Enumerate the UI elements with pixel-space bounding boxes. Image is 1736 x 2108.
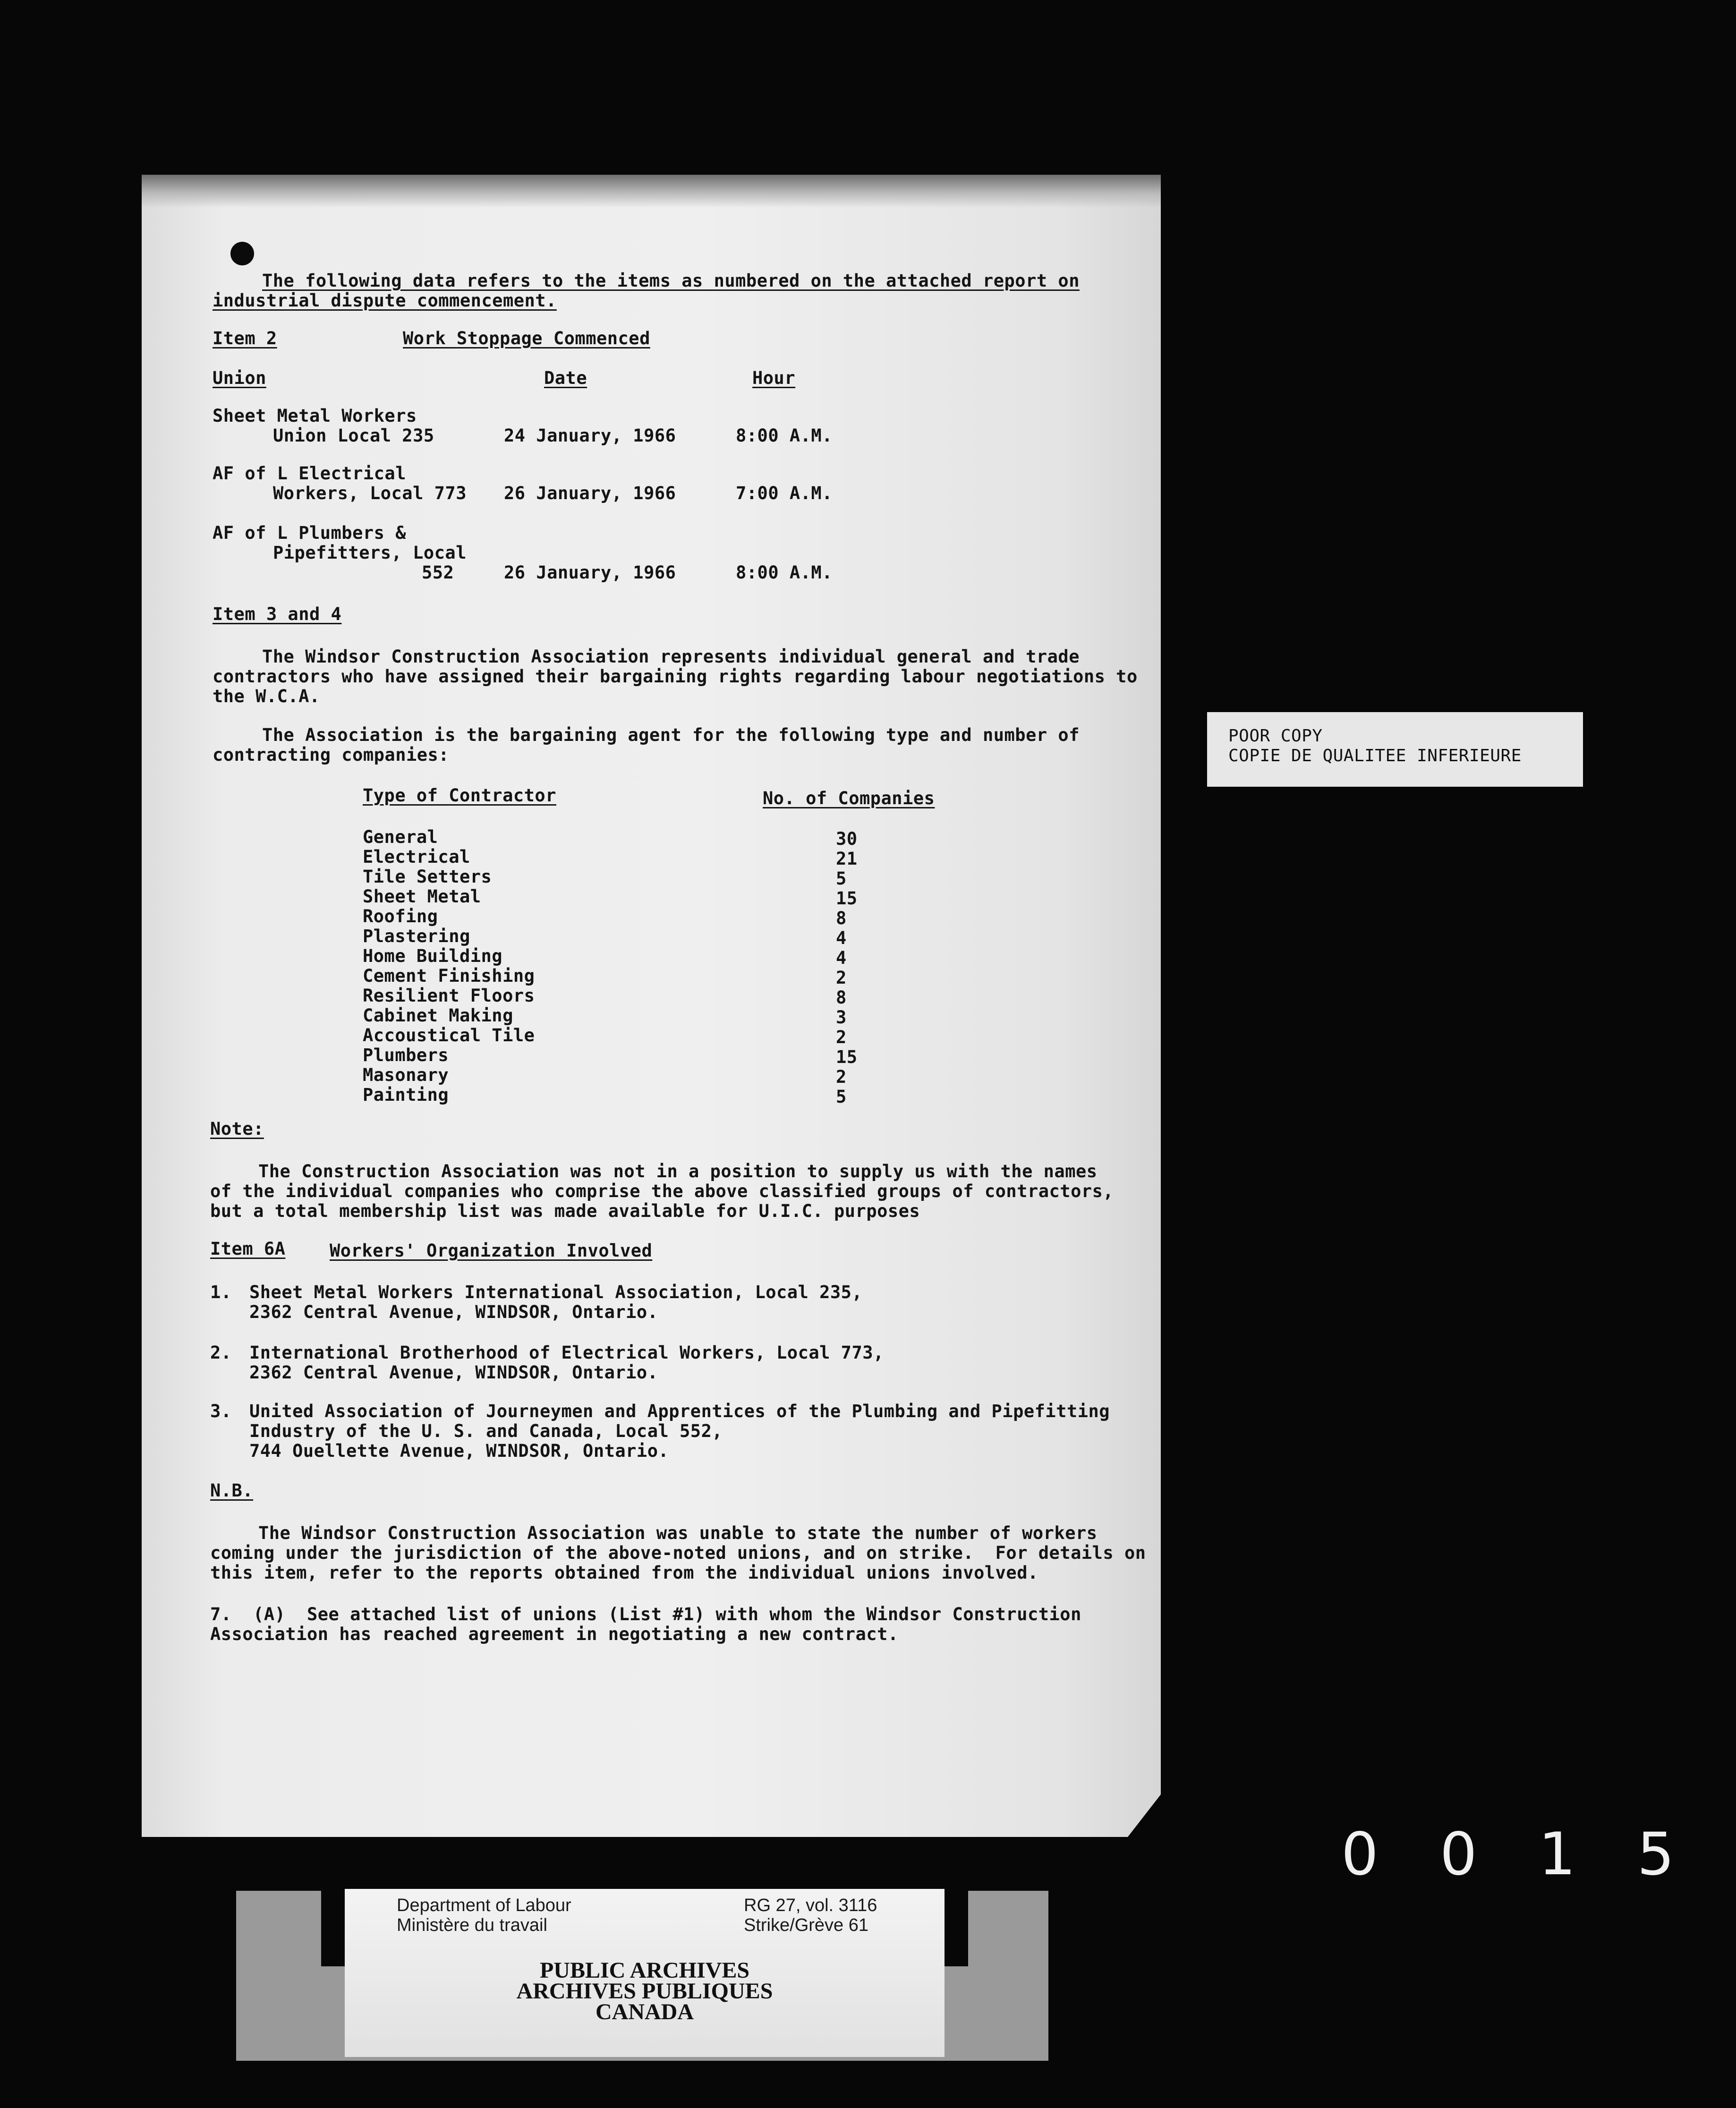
- union-row-3-line-2: Pipefitters, Local: [273, 543, 467, 563]
- note-line-3: but a total membership list was made available for U.I.C. purposes: [210, 1201, 920, 1221]
- label-dept-en: Department of Labour: [397, 1896, 571, 1915]
- org-1-line-2: 2362 Central Avenue, WINDSOR, Ontario.: [249, 1302, 658, 1322]
- item34-para2-line-1: The Association is the bargaining agent for the following type and number of: [262, 725, 1080, 745]
- intro-line-2: industrial dispute commencement.: [213, 290, 557, 311]
- union-row-3-date: 26 January, 1966: [504, 562, 676, 583]
- contractor-count: 2: [836, 1067, 847, 1087]
- contractor-count: 21: [836, 849, 858, 869]
- item2-label: Item 2: [213, 328, 277, 348]
- item34-para2-line-2: contracting companies:: [213, 745, 450, 765]
- contractor-type: Painting: [363, 1085, 449, 1105]
- org-1-number: 1.: [210, 1282, 232, 1302]
- column-type-of-contractor: Type of Contractor: [363, 785, 556, 806]
- item6a-label: Item 6A: [210, 1239, 286, 1259]
- document-page: [142, 175, 1161, 1837]
- union-row-2-line-2: Workers, Local 773: [273, 483, 467, 503]
- org-2-line-1: International Brotherhood of Electrical Workers, Local 773,: [249, 1343, 884, 1363]
- label-strike: Strike/Grève 61: [744, 1915, 868, 1935]
- union-row-1-line-1: Sheet Metal Workers: [213, 406, 417, 426]
- punch-hole: [230, 242, 254, 265]
- page-corner-fold: [1128, 1794, 1161, 1837]
- nb-line-2: coming under the jurisdiction of the above-noted unions, and on strike. For details on: [210, 1543, 1146, 1563]
- header-hour: Hour: [752, 368, 796, 388]
- note-line-2: of the individual companies who comprise the above classified groups of contractors,: [210, 1181, 1114, 1201]
- archive-label: [345, 1889, 945, 2057]
- contractor-type: Cement Finishing: [363, 966, 535, 986]
- note-line-1: The Construction Association was not in a position to supply us with the names: [258, 1161, 1098, 1182]
- contractor-count: 2: [836, 1027, 847, 1047]
- label-dept-fr: Ministère du travail: [397, 1915, 547, 1935]
- label-canada: CANADA: [596, 1999, 694, 2024]
- nb-line-3: this item, refer to the reports obtained from the individual unions involved.: [210, 1563, 1038, 1583]
- contractor-type: Resilient Floors: [363, 986, 535, 1006]
- org-3-line-2: Industry of the U. S. and Canada, Local 552,: [249, 1421, 723, 1441]
- nb-label: N.B.: [210, 1480, 254, 1501]
- union-row-1-date: 24 January, 1966: [504, 425, 676, 446]
- poor-copy-stamp: [1207, 712, 1583, 787]
- contractor-type: Home Building: [363, 946, 503, 966]
- item7-line-2: Association has reached agreement in negotiating a new contract.: [210, 1624, 899, 1644]
- stamp-line-2: COPIE DE QUALITEE INFERIEURE: [1228, 746, 1522, 765]
- contractor-count: 5: [836, 868, 847, 889]
- label-public-archives: PUBLIC ARCHIVES: [539, 1958, 750, 1983]
- contractor-type: Plumbers: [363, 1045, 449, 1065]
- note-label: Note:: [210, 1119, 264, 1139]
- union-row-3-hour: 8:00 A.M.: [736, 562, 833, 583]
- org-1-line-1: Sheet Metal Workers International Association, Local 235,: [249, 1282, 863, 1302]
- union-row-3-line-1: AF of L Plumbers &: [213, 523, 406, 543]
- union-row-2-hour: 7:00 A.M.: [736, 483, 833, 503]
- item34-para1-line-2: contractors who have assigned their bargaining rights regarding labour negotiations to: [213, 666, 1138, 687]
- item2-title: Work Stoppage Commenced: [403, 328, 650, 348]
- union-row-1-line-2: Union Local 235: [273, 425, 434, 446]
- org-2-number: 2.: [210, 1343, 232, 1363]
- archive-label-card: [345, 1889, 945, 2057]
- union-row-2-date: 26 January, 1966: [504, 483, 676, 503]
- contractor-type: Tile Setters: [363, 867, 492, 887]
- contractor-count: 15: [836, 888, 858, 909]
- contractor-count: 4: [836, 928, 847, 948]
- union-row-2-line-1: AF of L Electrical: [213, 463, 406, 484]
- header-union: Union: [213, 368, 266, 388]
- contractor-type: General: [363, 827, 438, 847]
- contractor-type: Electrical: [363, 847, 470, 867]
- header-date: Date: [544, 368, 587, 388]
- stamp-line-1: POOR COPY: [1228, 726, 1323, 746]
- org-3-line-1: United Association of Journeymen and Apprentices of the Plumbing and Pipefitting: [249, 1401, 1110, 1421]
- contractor-count: 4: [836, 948, 847, 968]
- contractor-type: Masonary: [363, 1065, 449, 1085]
- contractor-type: Cabinet Making: [363, 1005, 513, 1026]
- frame-number: 0015: [1341, 1820, 1736, 1888]
- item34-para1-line-1: The Windsor Construction Association represents individual general and trade: [262, 646, 1080, 667]
- contractor-type: Accoustical Tile: [363, 1025, 535, 1046]
- label-archives-publiques: ARCHIVES PUBLIQUES: [516, 1979, 773, 2004]
- contractor-count: 8: [836, 908, 847, 928]
- org-3-number: 3.: [210, 1401, 232, 1421]
- nb-line-1: The Windsor Construction Association was unable to state the number of workers: [258, 1523, 1098, 1543]
- union-row-3-line-3: 552: [422, 562, 454, 583]
- contractor-count: 8: [836, 987, 847, 1008]
- column-no-of-companies: No. of Companies: [763, 788, 935, 808]
- item34-label: Item 3 and 4: [213, 604, 342, 624]
- org-3-line-3: 744 Ouellette Avenue, WINDSOR, Ontario.: [249, 1441, 669, 1461]
- item6a-title: Workers' Organization Involved: [330, 1241, 653, 1261]
- contractor-type: Sheet Metal: [363, 886, 481, 907]
- label-ref: RG 27, vol. 3116: [744, 1896, 877, 1915]
- intro-line-1: The following data refers to the items as numbered on the attached report on: [262, 271, 1080, 291]
- contractor-count: 15: [836, 1047, 858, 1067]
- union-row-1-hour: 8:00 A.M.: [736, 425, 833, 446]
- org-2-line-2: 2362 Central Avenue, WINDSOR, Ontario.: [249, 1362, 658, 1383]
- contractor-count: 5: [836, 1087, 847, 1107]
- item34-para1-line-3: the W.C.A.: [213, 686, 320, 706]
- contractor-count: 2: [836, 968, 847, 988]
- contractor-type: Plastering: [363, 926, 470, 946]
- contractor-type: Roofing: [363, 906, 438, 926]
- contractor-count: 3: [836, 1007, 847, 1028]
- contractor-count: 30: [836, 829, 858, 849]
- item7-line-1: 7. (A) See attached list of unions (List #1) with whom the Windsor Construction: [210, 1604, 1081, 1624]
